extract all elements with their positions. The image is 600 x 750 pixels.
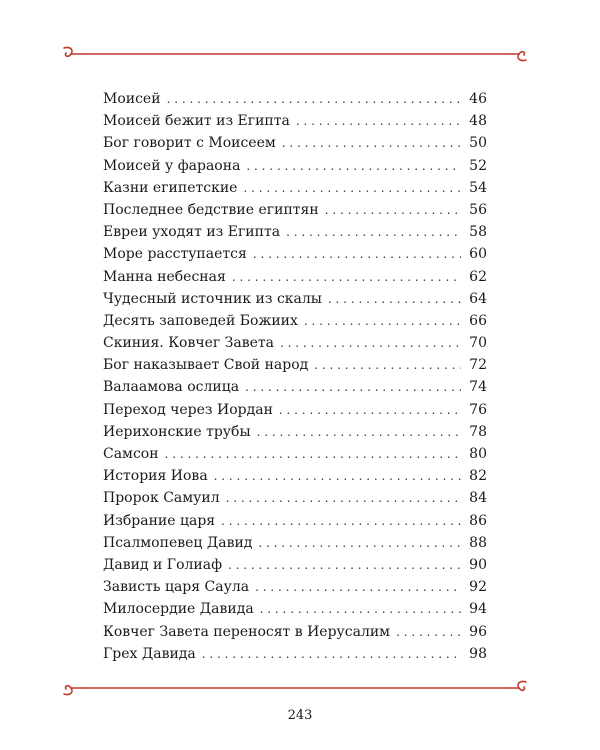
toc-entry-title: Переход через Иордан bbox=[103, 401, 273, 418]
toc-entry-title: Последнее бедствие египтян bbox=[103, 201, 319, 218]
dot-leader bbox=[214, 465, 461, 487]
toc-entry-page: 56 bbox=[469, 201, 487, 218]
toc-entry-title: Чудесный источник из скалы bbox=[103, 290, 322, 307]
toc-entry bbox=[103, 243, 487, 265]
dot-leader bbox=[286, 221, 461, 243]
dot-leader bbox=[304, 310, 461, 332]
toc-entry bbox=[103, 288, 487, 310]
toc-entry-page: 92 bbox=[469, 579, 487, 596]
toc-entry bbox=[103, 621, 487, 643]
toc-entry-page: 66 bbox=[469, 312, 487, 329]
toc-entry bbox=[103, 487, 487, 509]
toc-entry-title: Евреи уходят из Египта bbox=[103, 224, 281, 241]
dot-leader bbox=[245, 376, 461, 398]
toc-entry bbox=[103, 598, 487, 620]
toc-entry-page: 54 bbox=[469, 179, 487, 196]
dot-leader bbox=[260, 598, 461, 620]
toc-entry-page: 64 bbox=[469, 290, 487, 307]
toc-entry bbox=[103, 399, 487, 421]
toc-entry-page: 62 bbox=[469, 268, 487, 285]
toc-entry-page: 98 bbox=[469, 645, 487, 662]
toc-entry-title: Давид и Голиаф bbox=[103, 556, 223, 573]
toc-entry-title: Ковчег Завета переносят в Иерусалим bbox=[103, 623, 391, 640]
toc-entry bbox=[103, 177, 487, 199]
toc-entry-page: 52 bbox=[469, 157, 487, 174]
dot-leader bbox=[296, 110, 461, 132]
toc-entry-page: 60 bbox=[469, 246, 487, 263]
dot-leader bbox=[328, 288, 461, 310]
toc-entry bbox=[103, 465, 487, 487]
toc-entry-title: Милосердие Давида bbox=[103, 601, 254, 618]
toc-entry bbox=[103, 354, 487, 376]
dot-leader bbox=[257, 421, 461, 443]
dot-leader bbox=[314, 354, 461, 376]
toc-entry-page: 76 bbox=[469, 401, 487, 418]
page-number: 243 bbox=[287, 708, 313, 723]
toc-entry-title: Манна небесная bbox=[103, 268, 226, 285]
dot-leader bbox=[279, 399, 461, 421]
dot-leader bbox=[167, 88, 461, 110]
toc-entry bbox=[103, 332, 487, 354]
toc-entry bbox=[103, 310, 487, 332]
dot-leader bbox=[202, 643, 461, 665]
toc-entry bbox=[103, 421, 487, 443]
toc-entry-title: Грех Давида bbox=[103, 645, 196, 662]
dot-leader bbox=[282, 132, 461, 154]
dot-leader bbox=[246, 155, 461, 177]
toc-entry-page: 50 bbox=[469, 135, 487, 152]
toc-entry-title: Бог наказывает Свой народ bbox=[103, 357, 309, 374]
toc-entry-title: Десять заповедей Божиих bbox=[103, 312, 298, 329]
toc-entry-title: История Иова bbox=[103, 468, 208, 485]
toc-entry bbox=[103, 376, 487, 398]
toc-entry bbox=[103, 199, 487, 221]
toc-entry-title: Избрание царя bbox=[103, 512, 216, 529]
toc-entry-page: 86 bbox=[469, 512, 487, 529]
toc-entry bbox=[103, 643, 487, 665]
top-ornament-rule bbox=[60, 44, 530, 64]
toc-entry-title: Самсон bbox=[103, 446, 159, 462]
toc-entry-title: Казни египетские bbox=[103, 179, 238, 196]
toc-entry-title: Пророк Самуил bbox=[103, 490, 220, 507]
toc-entry bbox=[103, 132, 487, 154]
toc-entry-title: Моисей бежит из Египта bbox=[103, 113, 290, 130]
toc-entry-page: 46 bbox=[469, 91, 487, 107]
table-of-contents bbox=[103, 88, 487, 665]
toc-entry-page: 72 bbox=[469, 357, 487, 374]
toc-entry bbox=[103, 155, 487, 177]
toc-entry bbox=[103, 554, 487, 576]
toc-entry-title: Валаамова ослица bbox=[103, 379, 240, 396]
toc-entry-page: 78 bbox=[469, 423, 487, 440]
toc-entry-page: 96 bbox=[469, 623, 487, 640]
dot-leader bbox=[396, 621, 461, 643]
dot-leader bbox=[232, 266, 461, 288]
toc-entry bbox=[103, 576, 487, 598]
dot-leader bbox=[221, 510, 461, 532]
toc-entry-page: 80 bbox=[469, 446, 487, 462]
toc-entry bbox=[103, 110, 487, 132]
toc-entry-title: Моисей у фараона bbox=[103, 157, 241, 174]
dot-leader bbox=[253, 243, 461, 265]
toc-entry-title: Бог говорит с Моисеем bbox=[103, 135, 276, 152]
toc-entry-title: Море расступается bbox=[103, 246, 247, 263]
toc-entry bbox=[103, 266, 487, 288]
toc-entry bbox=[103, 532, 487, 554]
toc-entry-page: 58 bbox=[469, 224, 487, 241]
toc-entry-page: 82 bbox=[469, 468, 487, 485]
dot-leader bbox=[280, 332, 461, 354]
toc-entry-title: Моисей bbox=[103, 91, 161, 107]
dot-leader bbox=[255, 576, 461, 598]
toc-entry-page: 90 bbox=[469, 556, 487, 573]
toc-entry-title: Иерихонские трубы bbox=[103, 423, 251, 440]
toc-entry-title: Псалмопевец Давид bbox=[103, 534, 253, 551]
toc-entry bbox=[103, 510, 487, 532]
toc-entry-title: Зависть царя Саула bbox=[103, 579, 250, 596]
toc-entry-page: 48 bbox=[469, 113, 487, 130]
toc-entry bbox=[103, 88, 487, 110]
toc-entry-page: 74 bbox=[469, 379, 487, 396]
dot-leader bbox=[243, 177, 461, 199]
toc-entry-page: 70 bbox=[469, 335, 487, 352]
toc-entry bbox=[103, 221, 487, 243]
toc-entry bbox=[103, 443, 487, 465]
dot-leader bbox=[228, 554, 461, 576]
dot-leader bbox=[165, 443, 461, 465]
toc-entry-page: 94 bbox=[469, 601, 487, 618]
bottom-ornament-rule bbox=[60, 678, 530, 698]
dot-leader bbox=[258, 532, 461, 554]
dot-leader bbox=[325, 199, 461, 221]
toc-entry-title: Скиния. Ковчег Завета bbox=[103, 335, 274, 352]
toc-entry-page: 84 bbox=[469, 490, 487, 507]
dot-leader bbox=[226, 487, 461, 509]
toc-entry-page: 88 bbox=[469, 534, 487, 551]
